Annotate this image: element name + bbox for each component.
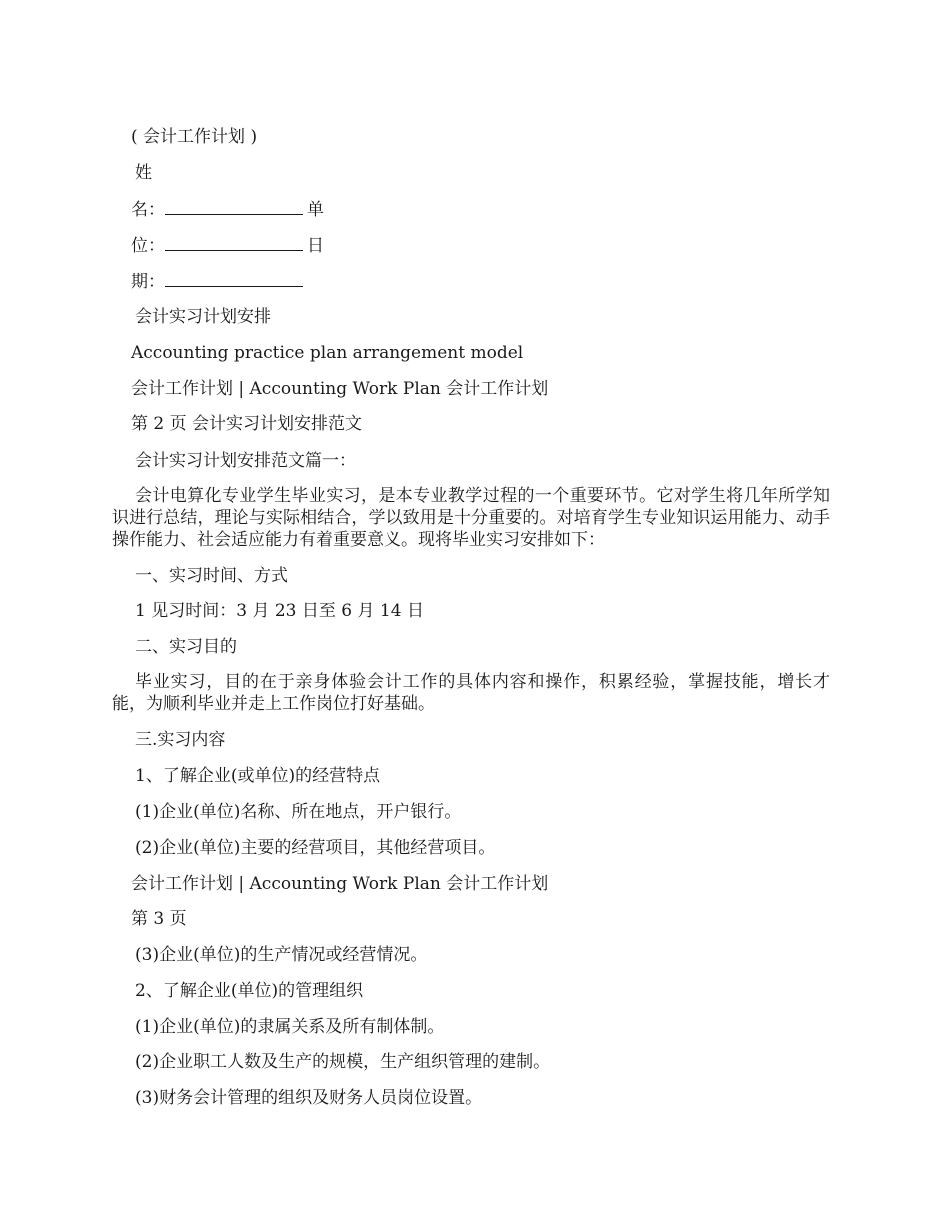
page-marker: 第 3 页 (131, 909, 187, 929)
unit-label-top: 单 (307, 200, 324, 220)
section-title: 三.实习内容 (135, 730, 226, 750)
section-title: 二、实习目的 (135, 637, 237, 657)
page-marker: 第 2 页 会计实习计划安排范文 (131, 414, 363, 434)
purpose-paragraph: 毕业实习，目的在于亲身体验会计工作的具体内容和操作，积累经验，掌握技能，增长才能，为顺利毕业并走上工作岗位打好基础。 (112, 672, 830, 714)
name-blank-line (165, 198, 303, 215)
intro-paragraph: 会计电算化专业学生毕业实习，是本专业教学过程的一个重要环节。它对学生将几年所学知识进行总结，理论与实际相结合，学以致用是十分重要的。对培育学生专业知识运用能力、动手操作能力、社会适应能力有着重要意义。现将毕业实习安排如下： (112, 486, 830, 550)
date-label-top: 日 (307, 236, 324, 256)
date-label: 期： (131, 272, 165, 292)
subsection-title: 2、了解企业(单位)的管理组织 (135, 981, 364, 1001)
list-item: (3)财务会计管理的组织及财务人员岗位设置。 (135, 1088, 483, 1108)
list-item: (1)企业(单位)的隶属关系及所有制体制。 (135, 1017, 445, 1037)
unit-blank-line (165, 234, 303, 251)
unit-label: 位： (131, 236, 165, 256)
list-item: (3)企业(单位)的生产情况或经营情况。 (135, 945, 428, 965)
list-item: 1 见习时间：3 月 23 日至 6 月 14 日 (135, 601, 424, 621)
main-title: 会计实习计划安排 (135, 307, 271, 327)
date-field-row (131, 270, 307, 293)
name-label-top: 姓 (135, 163, 152, 183)
section-title: 一、实习时间、方式 (135, 566, 288, 586)
subsection-title: 1、了解企业(或单位)的经营特点 (135, 766, 381, 786)
name-label: 名： (131, 200, 165, 220)
list-item: (1)企业(单位)名称、所在地点，开户银行。 (135, 802, 462, 822)
name-field-row (131, 198, 324, 221)
header-tag: ( 会计工作计划 ) (131, 127, 258, 147)
unit-field-row (131, 234, 324, 257)
article-heading: 会计实习计划安排范文篇一： (135, 451, 356, 471)
running-header: 会计工作计划 | Accounting Work Plan 会计工作计划 (131, 379, 549, 399)
date-blank-line (165, 270, 303, 287)
list-item: (2)企业(单位)主要的经营项目，其他经营项目。 (135, 838, 496, 858)
english-title: Accounting practice plan arrangement model (131, 343, 524, 363)
list-item: (2)企业职工人数及生产的规模，生产组织管理的建制。 (135, 1052, 551, 1072)
running-header: 会计工作计划 | Accounting Work Plan 会计工作计划 (131, 874, 549, 894)
